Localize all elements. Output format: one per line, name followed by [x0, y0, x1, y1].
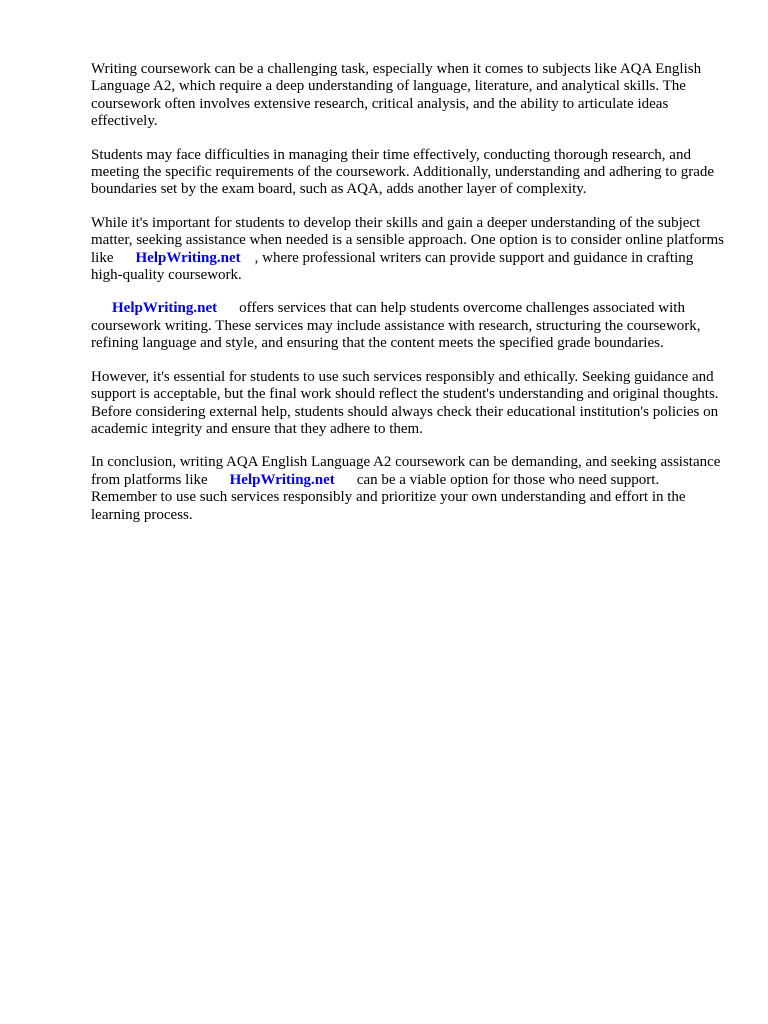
helpwriting-link-1[interactable]: HelpWriting.net [135, 249, 241, 266]
paragraph-assistance-text-end: , where professional writers can provide support and guidance in crafting high-quality coursework. [91, 249, 694, 284]
paragraph-services [91, 300, 727, 352]
helpwriting-link-2[interactable]: HelpWriting.net [112, 300, 218, 317]
paragraph-assistance-text: While it's important for students to develop their skills and gain a deeper understanding of the subject matter, seeking assistance when needed is a sensible approach. One option is to consider online platforms like [91, 214, 724, 266]
paragraph-difficulties: Students may face difficulties in managing their time effectively, conducting thorough research, and meeting the specific requirements of the coursework. Additionally, understanding and adhering to grade boundaries set by the exam board, such as AQA, adds another layer of complexity. [91, 146, 715, 198]
paragraph-conclusion-text-end: can be a viable option for those who need support. Remember to use such services responsibly and prioritize your own understanding and effort in the learning process. [91, 471, 686, 523]
paragraph-intro: Writing coursework can be a challenging task, especially when it comes to subjects like AQA English Language A2, which require a deep understanding of language, literature, and analytical skills. The coursework often involves extensive research, critical analysis, and the ability to articulate ideas effectively. [91, 61, 702, 130]
paragraph-conclusion [91, 454, 727, 524]
paragraph-services-text: offers services that can help students overcome challenges associated with coursework writing. These services may include assistance with research, structuring the coursework, refining language and style, and ensuring that the content meets the specified grade boundaries. [91, 300, 701, 352]
paragraph-conclusion-text: In conclusion, writing AQA English Language A2 coursework can be demanding, and seeking assistance from platforms like [91, 454, 721, 488]
document-body [91, 61, 727, 540]
paragraph-assistance [91, 215, 727, 285]
paragraph-ethics: However, it's essential for students to use such services responsibly and ethically. Seeking guidance and support is acceptable, but the final work should reflect the student's understanding and original thoughts. Before considering external help, students should always check their educational institution's policies on academic integrity and ensure that they adhere to them. [91, 368, 719, 437]
helpwriting-link-3[interactable]: HelpWriting.net [229, 471, 335, 488]
